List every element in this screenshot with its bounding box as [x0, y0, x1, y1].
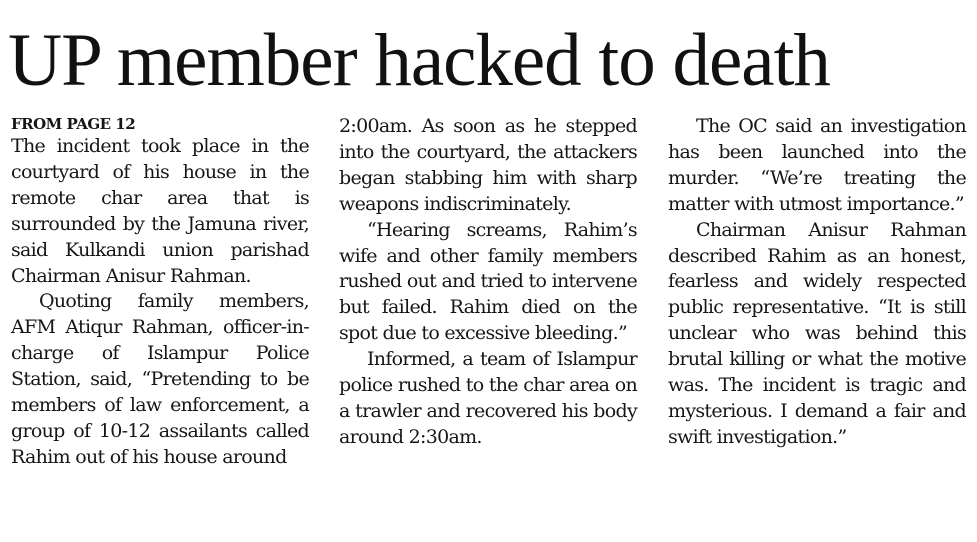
paragraph: 2:00am. As soon as he stepped into the courtyard, the attackers began stabbing him with sharp weapons indiscriminately. [339, 115, 637, 215]
paragraph: The incident took place in the courtyard of his house in the remote char area that is surrounded by the Jamuna river, said Kulkandi union parishad Chairman Anisur Rahman. [11, 135, 309, 287]
continued-from-label: FROM PAGE 12 [11, 115, 136, 133]
article-column-2 [339, 114, 637, 451]
article-column-1 [11, 114, 309, 471]
paragraph: The OC said an investigation has been launched into the murder. “We’re treating the matter with utmost importance.” [668, 115, 966, 215]
article-column-3 [668, 114, 966, 451]
paragraph: Chairman Anisur Rahman described Rahim as an honest, fearless and widely respected public representative. “It is still unclear who was behind this brutal killing or what the motive was. The incident is tragic and mysterious. I demand a fair and swift investigation.” [668, 218, 966, 448]
paragraph: Informed, a team of Islampur police rushed to the char area on a trawler and recovered his body around 2:30am. [339, 348, 637, 448]
headline: UP member hacked to death [8, 19, 830, 102]
paragraph: “Hearing screams, Rahim’s wife and other family members rushed out and tried to intervene but failed. Rahim died on the spot due to excessive bleeding.” [339, 218, 637, 345]
paragraph: Quoting family members, AFM Atiqur Rahman, officer-in-charge of Islampur Police Station, said, “Pretending to be members of law enforcement, a group of 10-12 assailants called Rahim out of his house around [11, 290, 309, 468]
